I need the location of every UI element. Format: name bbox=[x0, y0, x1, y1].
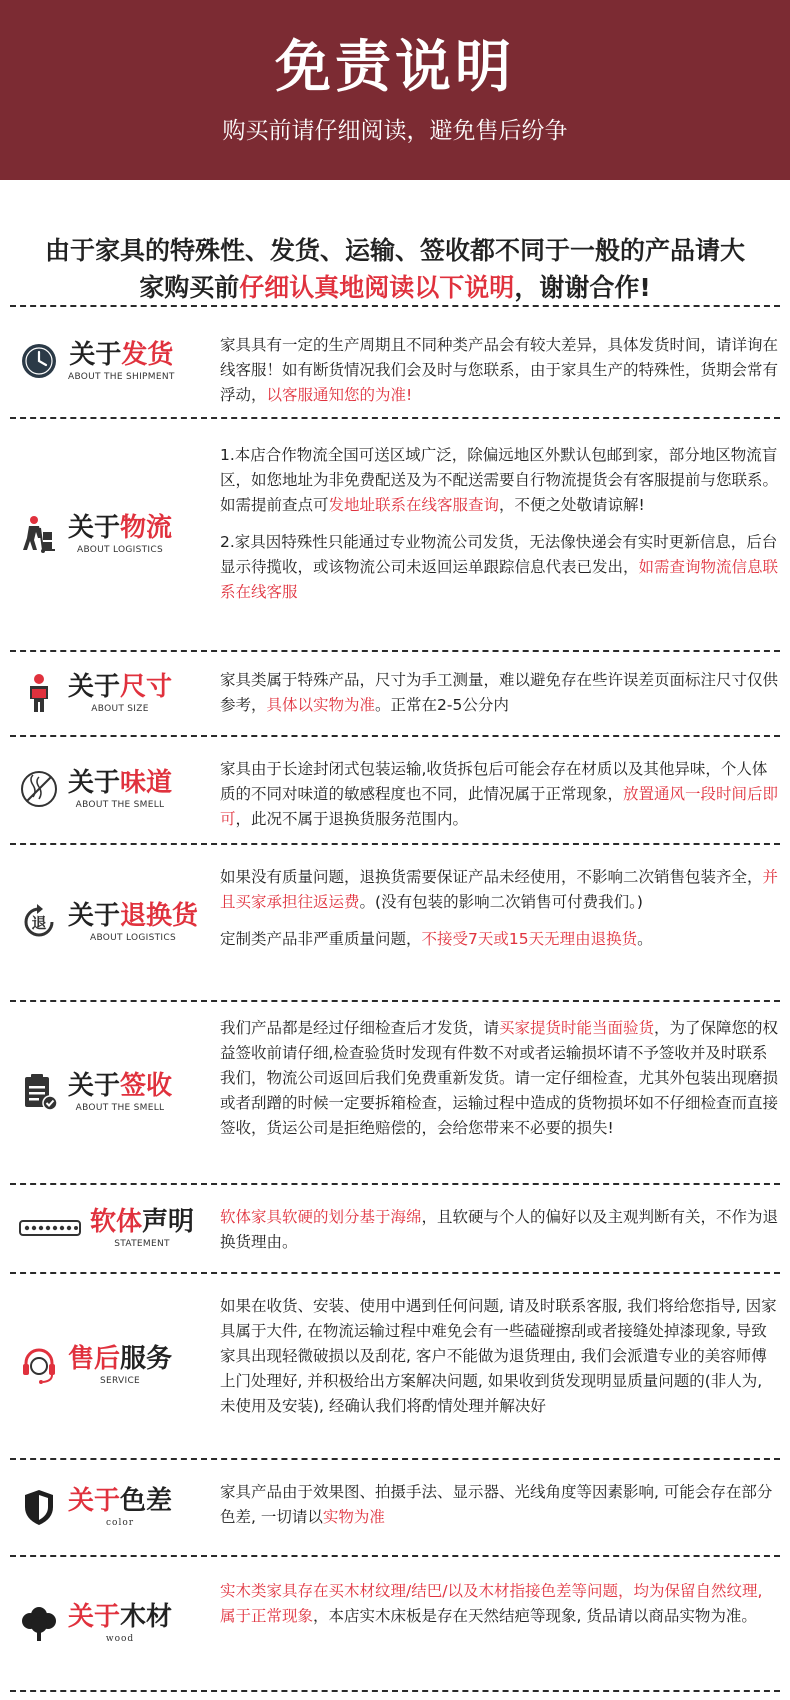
section-title-part: 退换货 bbox=[120, 900, 199, 931]
section-header bbox=[18, 1272, 208, 1458]
section-title-part: 关于 bbox=[68, 671, 121, 702]
person-box-icon bbox=[18, 672, 60, 714]
section-divider bbox=[10, 1555, 780, 1557]
section-subtitle: ABOUT SIZE bbox=[91, 703, 149, 714]
highlight-text: 并且买家承担往返运费 bbox=[220, 868, 779, 911]
section-title-part: 关于 bbox=[68, 768, 121, 798]
body-text: 。正常在2-5公分内 bbox=[375, 696, 509, 714]
section-body bbox=[220, 865, 780, 952]
section-divider bbox=[10, 735, 780, 737]
highlight-text: 软体家具软硬的划分基于海绵 bbox=[220, 1208, 422, 1226]
section-paragraph bbox=[220, 1579, 780, 1629]
highlight-text: 以客服通知您的为准! bbox=[266, 386, 413, 404]
section-header bbox=[18, 1183, 208, 1272]
section-title-wrap bbox=[68, 900, 198, 944]
highlight-text: 具体以实物为准 bbox=[266, 696, 376, 714]
section-title-wrap bbox=[68, 339, 175, 383]
page-subtitle: 购买前请仔细阅读，避免售后纷争 bbox=[222, 118, 568, 144]
section-divider bbox=[10, 1183, 780, 1185]
clipboard-check-icon bbox=[18, 1071, 60, 1113]
section-title bbox=[68, 1485, 172, 1517]
section-paragraph bbox=[220, 865, 780, 915]
section-divider bbox=[10, 305, 780, 307]
tree-icon bbox=[18, 1602, 60, 1644]
body-text: 如果没有质量问题，退换货需要保证产品未经使用，不影响二次销售包装齐全， bbox=[220, 868, 763, 886]
section-divider bbox=[10, 417, 780, 419]
section-title-wrap bbox=[90, 1206, 194, 1250]
section-subtitle: ABOUT LOGISTICS bbox=[77, 544, 163, 555]
section-subtitle: wood bbox=[105, 1633, 135, 1644]
section-divider bbox=[10, 1690, 780, 1692]
section-4 bbox=[0, 843, 790, 1000]
section-paragraph bbox=[220, 757, 780, 832]
section-title-part: 味道 bbox=[120, 768, 173, 798]
section-title bbox=[68, 1070, 172, 1102]
section-title-part: 关于 bbox=[68, 1070, 121, 1101]
intro-text bbox=[20, 232, 770, 306]
section-title-part: 发货 bbox=[121, 340, 174, 370]
clock-icon bbox=[18, 340, 60, 382]
section-title bbox=[68, 900, 198, 932]
section-title bbox=[68, 671, 172, 703]
section-title-part: 物流 bbox=[120, 512, 173, 543]
intro-line-2-suffix: ，谢谢合作! bbox=[514, 273, 651, 302]
section-title-wrap bbox=[68, 1343, 172, 1387]
no-smell-icon bbox=[18, 768, 60, 810]
shield-icon bbox=[18, 1486, 60, 1528]
section-title bbox=[68, 1601, 172, 1633]
section-title-part: 服务 bbox=[120, 1344, 173, 1374]
section-8 bbox=[0, 1458, 790, 1555]
section-paragraph bbox=[220, 1294, 780, 1419]
section-body bbox=[220, 1016, 780, 1141]
section-title-part: 软体 bbox=[90, 1206, 143, 1237]
section-title bbox=[90, 1206, 194, 1238]
section-body bbox=[220, 443, 780, 605]
body-text: 家具产品由于效果图、拍摄手法、显示器、光线角度等因素影响, 可能会存在部分色差, 一切请以 bbox=[220, 1483, 773, 1526]
section-body bbox=[220, 1294, 780, 1419]
section-title-wrap bbox=[68, 1601, 172, 1645]
section-divider bbox=[10, 843, 780, 845]
body-text: 如果在收货、安装、使用中遇到任何问题, 请及时联系客服, 我们将给您指导, 因家具属于大件, 在物流运输过程中难免会有一些磕碰擦刮或者接缝处掉漆现象, 导致家具出现轻微破损以及刮花, 客户不能做为退货理由, 我们会派遣专业的美容师傅上门处理好, 并积极给出方案解决问题, 如果收到货发现明显质量问题的(非人为, 未使用及安装), 经确认我们将酌情处理并解决好 bbox=[220, 1297, 777, 1415]
section-body bbox=[220, 757, 780, 832]
section-paragraph bbox=[220, 333, 780, 408]
section-title-part: 关于 bbox=[68, 512, 121, 543]
section-7 bbox=[0, 1272, 790, 1458]
delivery-person-icon bbox=[18, 513, 60, 555]
section-header bbox=[18, 305, 208, 417]
body-text: 。(没有包装的影响二次销售可付费我们。) bbox=[359, 893, 643, 911]
highlight-text: 实物为准 bbox=[322, 1508, 385, 1526]
section-title bbox=[68, 767, 172, 799]
section-title-part: 木材 bbox=[120, 1601, 173, 1632]
section-paragraph bbox=[220, 1480, 780, 1530]
section-divider bbox=[10, 1272, 780, 1274]
section-3 bbox=[0, 735, 790, 843]
section-subtitle: color bbox=[105, 1517, 135, 1528]
section-paragraph bbox=[220, 443, 780, 518]
section-subtitle: ABOUT LOGISTICS bbox=[90, 932, 176, 943]
body-text: 家具由于长途封闭式包装运输,收货拆包后可能会存在材质以及其他异味，个人体质的不同对味道的敏感程度也不同，此情况属于正常现象， bbox=[220, 760, 768, 803]
body-text: 1.本店合作物流全国可送区域广泛，除偏远地区外默认包邮到家，部分地区物流盲区，如您地址为非免费配送及为不配送需要自行物流提货会有客服提前与您联系。如需提前查点可 bbox=[220, 446, 779, 514]
section-title bbox=[68, 1343, 172, 1375]
section-body bbox=[220, 668, 780, 718]
section-header bbox=[18, 1555, 208, 1690]
section-title-part: 色差 bbox=[120, 1485, 173, 1516]
body-text: 定制类产品非严重质量问题， bbox=[220, 930, 422, 948]
section-body bbox=[220, 1480, 780, 1530]
section-0 bbox=[0, 305, 790, 417]
section-title-part: 关于 bbox=[69, 340, 122, 370]
section-2 bbox=[0, 650, 790, 735]
section-header bbox=[18, 843, 208, 1000]
highlight-text: 发地址联系在线客服查询 bbox=[328, 496, 500, 514]
section-title-part: 关于 bbox=[68, 1485, 121, 1516]
body-text: ，此况不属于退换货服务范围内。 bbox=[235, 810, 469, 828]
highlight-text: 买家提货时能当面验货 bbox=[499, 1019, 655, 1037]
body-text: 2.家具因特殊性只能通过专业物流公司发货，无法像快递会有实时更新信息，后台显示待揽收，或该物流公司未返回运单跟踪信息代表已发出， bbox=[220, 533, 778, 576]
section-5 bbox=[0, 1000, 790, 1183]
section-body bbox=[220, 1579, 780, 1629]
highlight-text: 如需查询物流信息联系在线客服 bbox=[220, 558, 779, 601]
section-subtitle: ABOUT THE SMELL bbox=[75, 1102, 165, 1113]
highlight-text: 放置通风一段时间后即可 bbox=[220, 785, 779, 828]
intro-line-1: 由于家具的特殊性、发货、运输、签收都不同于一般的产品请大 bbox=[44, 236, 745, 265]
sponge-icon bbox=[18, 1207, 82, 1249]
section-title-wrap bbox=[68, 512, 172, 556]
body-text: 家具具有一定的生产周期且不同种类产品会有较大差异，具体发货时间，请详询在线客服！如有断货情况我们会及时与您联系，由于家具生产的特殊性，货期会常有浮动， bbox=[220, 336, 779, 404]
section-title-wrap bbox=[68, 767, 172, 811]
section-title-wrap bbox=[68, 1070, 172, 1114]
section-divider bbox=[10, 1000, 780, 1002]
section-title-part: 签收 bbox=[120, 1070, 173, 1101]
intro-highlight: 仔细认真地阅读以下说明 bbox=[239, 273, 515, 302]
body-text: ，为了保障您的权益签收前请仔细,检查验货时发现有件数不对或者运输损坏请不予签收并及时联系我们，物流公司返回后我们免费重新发货。请一定仔细检查，尤其外包装出现磨损或者刮蹭的时候一定要拆箱检查，运输过程中造成的货物损坏如不仔细检查而直接签收，货运公司是拒绝赔偿的，会给您带来不必要的损失! bbox=[220, 1019, 779, 1137]
section-subtitle: STATEMENT bbox=[114, 1238, 170, 1249]
section-title-part: 声明 bbox=[142, 1206, 195, 1237]
section-subtitle: ABOUT THE SMELL bbox=[75, 800, 165, 810]
section-header bbox=[18, 650, 208, 735]
intro-line-2 bbox=[20, 269, 770, 306]
section-title bbox=[68, 512, 172, 544]
section-body bbox=[220, 333, 780, 408]
highlight-text: 不接受7天或15天无理由退换货 bbox=[421, 930, 638, 948]
section-title-part: 尺寸 bbox=[120, 671, 173, 702]
section-paragraph bbox=[220, 1205, 780, 1255]
section-title-part: 售后 bbox=[68, 1344, 121, 1374]
section-body bbox=[220, 1205, 780, 1255]
section-header bbox=[18, 1458, 208, 1555]
section-1 bbox=[0, 417, 790, 650]
section-paragraph bbox=[220, 1016, 780, 1141]
svg-text:退: 退 bbox=[31, 913, 47, 932]
section-divider bbox=[10, 650, 780, 652]
section-paragraph bbox=[220, 530, 780, 605]
body-text: 我们产品都是经过仔细检查后才发货，请 bbox=[220, 1019, 500, 1037]
body-text: ，不便之处敬请谅解! bbox=[499, 496, 645, 514]
headset-icon bbox=[18, 1344, 60, 1386]
section-header bbox=[18, 417, 208, 650]
highlight-text: 实木类家具存在买木材纹理/结巴/以及木材指接色差等问题，均为保留自然纹理, 属于正常现象 bbox=[220, 1582, 763, 1625]
section-header bbox=[18, 735, 208, 843]
section-title-wrap bbox=[68, 671, 172, 715]
section-6 bbox=[0, 1183, 790, 1272]
body-text: ，本店实木床板是存在天然结疤等现象, 货品请以商品实物为准。 bbox=[313, 1607, 757, 1625]
section-paragraph bbox=[220, 927, 780, 952]
body-text: 。 bbox=[637, 930, 653, 948]
section-header bbox=[18, 1000, 208, 1183]
section-title-wrap bbox=[68, 1485, 172, 1529]
section-divider bbox=[10, 1458, 780, 1460]
body-text: ，且软硬与个人的偏好以及主观判断有关，不作为退换货理由。 bbox=[220, 1208, 779, 1251]
section-title-part: 关于 bbox=[68, 1601, 121, 1632]
return-icon bbox=[18, 901, 60, 943]
intro-line-2-prefix: 家购买前 bbox=[139, 273, 240, 302]
section-title-part: 关于 bbox=[68, 900, 121, 931]
body-text: 家具类属于特殊产品，尺寸为手工测量，难以避免存在些许误差页面标注尺寸仅供参考， bbox=[220, 671, 779, 714]
section-9 bbox=[0, 1555, 790, 1690]
page-title: 免责说明 bbox=[275, 35, 515, 100]
section-title bbox=[68, 339, 175, 371]
section-paragraph bbox=[220, 668, 780, 718]
header-banner bbox=[0, 0, 790, 180]
section-subtitle: SERVICE bbox=[99, 1376, 141, 1386]
section-subtitle: ABOUT THE SHIPMENT bbox=[68, 372, 175, 382]
